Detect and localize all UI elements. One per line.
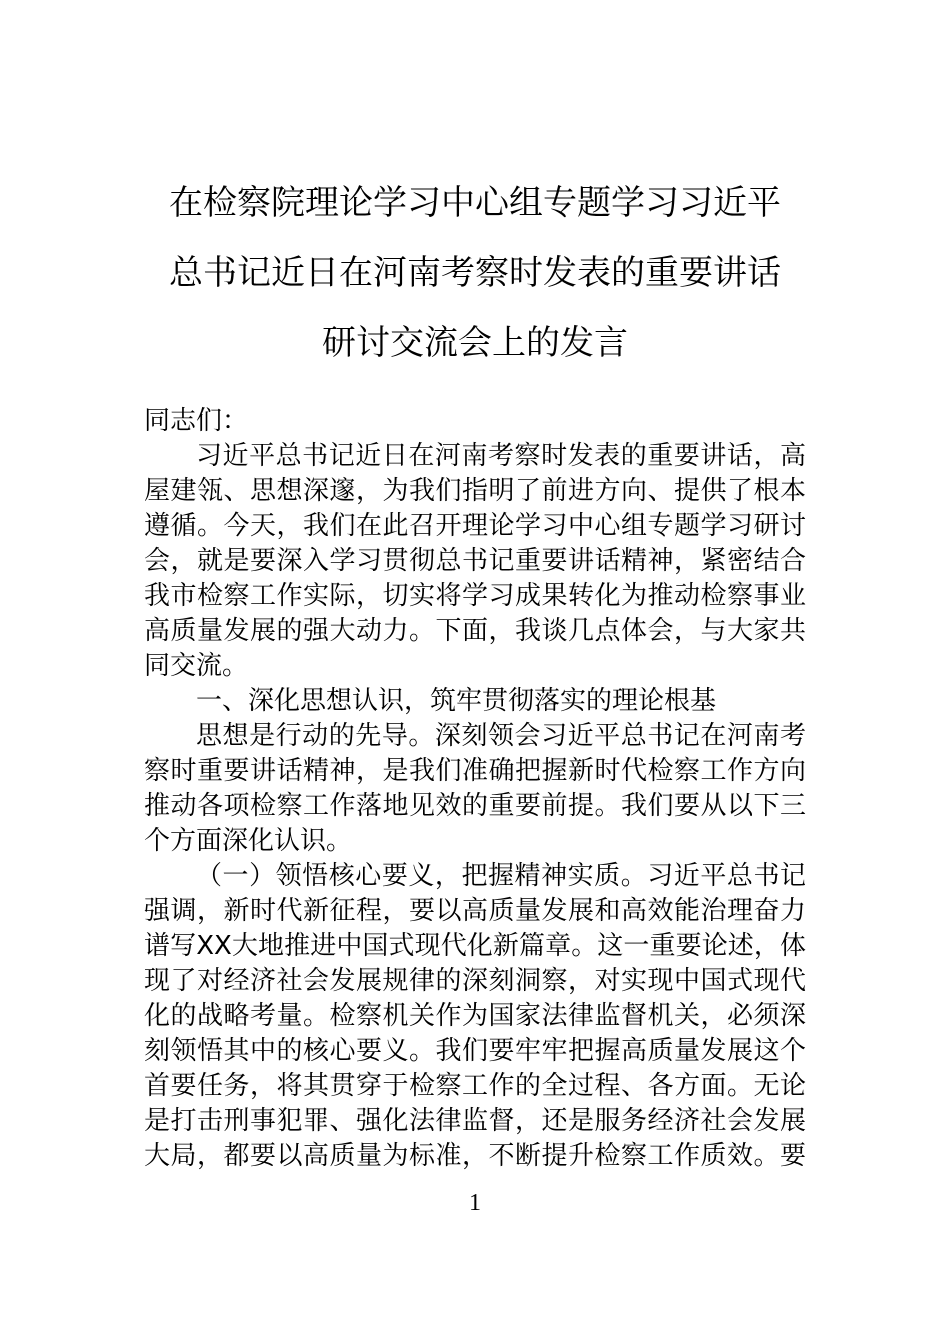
document-title xyxy=(120,168,830,378)
paragraph-line: 大局，都要以高质量为标准，不断提升检察工作质效。要 xyxy=(144,1141,806,1171)
paragraph-line: 高质量发展的强大动力。下面，我谈几点体会，与大家共 xyxy=(144,616,806,646)
paragraph-line: 思想是行动的先导。深刻领会习近平总书记在河南考 xyxy=(196,721,806,751)
title-line: 总书记近日在河南考察时发表的重要讲话 xyxy=(169,253,781,293)
title-line: 在检察院理论学习中心组专题学习习近平 xyxy=(169,183,781,223)
paragraph-line: 谱写XX大地推进中国式现代化新篇章。这一重要论述，体 xyxy=(144,931,806,961)
paragraph-line: 习近平总书记近日在河南考察时发表的重要讲话，高 xyxy=(196,441,806,471)
paragraph-line: 首要任务，将其贯穿于检察工作的全过程、各方面。无论 xyxy=(144,1071,806,1101)
paragraph-line: 现了对经济社会发展规律的深刻洞察，对实现中国式现代 xyxy=(144,966,806,996)
page-number: 1 xyxy=(469,1190,481,1216)
paragraph-line: 强调，新时代新征程，要以高质量发展和高效能治理奋力 xyxy=(144,896,806,926)
paragraph-line: 化的战略考量。检察机关作为国家法律监督机关，必须深 xyxy=(144,1001,806,1031)
paragraph-line: 刻领悟其中的核心要义。我们要牢牢把握高质量发展这个 xyxy=(144,1036,806,1066)
salutation: 同志们： xyxy=(144,406,249,436)
document-body xyxy=(144,404,806,1174)
paragraph-line: 察时重要讲话精神，是我们准确把握新时代检察工作方向 xyxy=(144,756,806,786)
paragraph-line: 会，就是要深入学习贯彻总书记重要讲话精神，紧密结合 xyxy=(144,546,806,576)
paragraph-line: 我市检察工作实际，切实将学习成果转化为推动检察事业 xyxy=(144,581,806,611)
section-heading: 一、深化思想认识，筑牢贯彻落实的理论根基 xyxy=(196,686,717,716)
paragraph-line: 遵循。今天，我们在此召开理论学习中心组专题学习研讨 xyxy=(144,511,806,541)
paragraph-line: 个方面深化认识。 xyxy=(144,826,353,856)
paragraph-line: 屋建瓴、思想深邃，为我们指明了前进方向、提供了根本 xyxy=(144,476,806,506)
paragraph-line: 同交流。 xyxy=(144,651,249,681)
paragraph-line: （一）领悟核心要义，把握精神实质。习近平总书记 xyxy=(196,861,806,891)
paragraph-line: 是打击刑事犯罪、强化法律监督，还是服务经济社会发展 xyxy=(144,1106,806,1136)
paragraph-line: 推动各项检察工作落地见效的重要前提。我们要从以下三 xyxy=(144,791,806,821)
title-line: 研讨交流会上的发言 xyxy=(322,323,628,363)
